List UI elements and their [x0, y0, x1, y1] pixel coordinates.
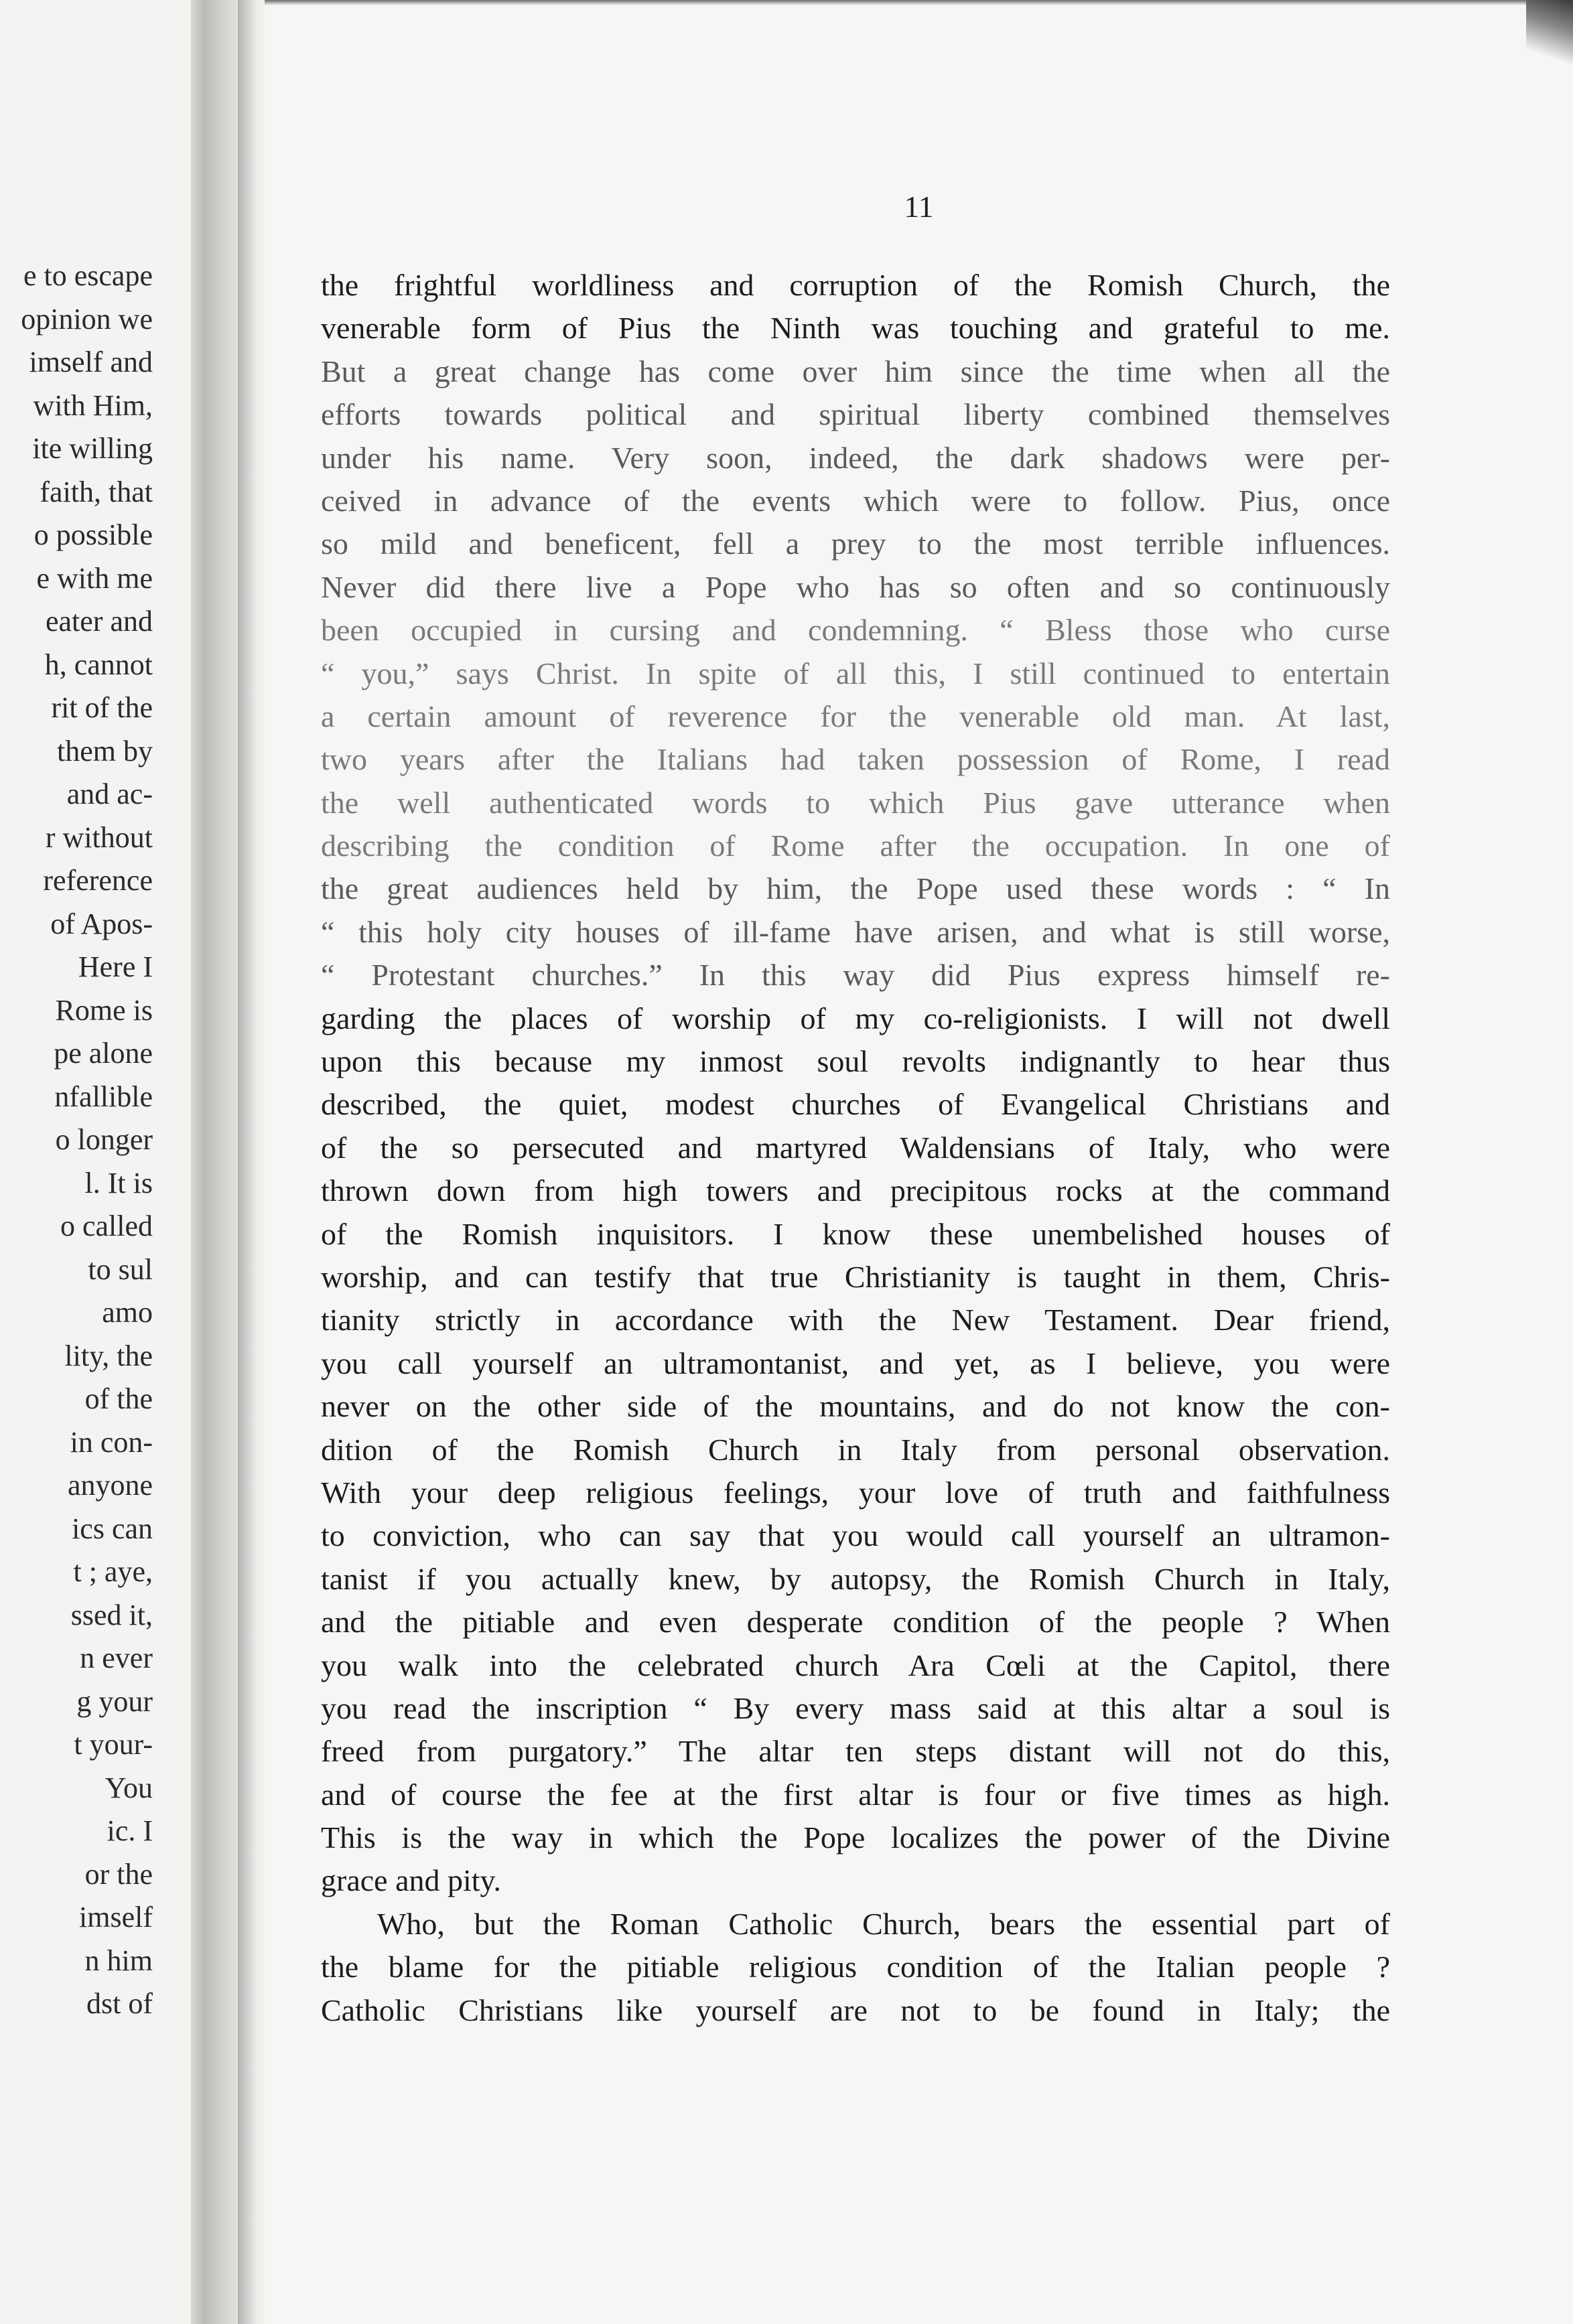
text-line: of the so persecuted and martyred Waldensians of Italy, who were [321, 1130, 1390, 1165]
previous-page-fragment: imself [79, 1901, 153, 1934]
previous-page-fragment: Rome is [55, 994, 153, 1027]
text-line: This is the way in which the Pope localizes the power of the Divine [321, 1820, 1390, 1855]
text-line: described, the quiet, modest churches of Evangelical Christians and [321, 1087, 1390, 1122]
text-line: a certain amount of reverence for the venerable old man. At last, [321, 699, 1390, 733]
text-line: you walk into the celebrated church Ara Cœli at the Capitol, there [321, 1648, 1390, 1682]
previous-page-fragment: Here I [78, 950, 153, 983]
text-line: been occupied in cursing and condemning. “ Bless those who curse [321, 613, 1390, 648]
previous-page-fragment: imself and [29, 346, 153, 378]
previous-page-fragment: ite willing [32, 432, 153, 465]
text-line: freed from purgatory.” The altar ten steps distant will not do this, [321, 1734, 1390, 1769]
text-line: you call yourself an ultramontanist, and yet, as I believe, you were [321, 1346, 1390, 1380]
previous-page-fragment: of Apos- [50, 907, 153, 940]
previous-page-fragment: ssed it, [70, 1599, 153, 1631]
text-line: worship, and can testify that true Christianity is taught in them, Chris- [321, 1259, 1390, 1294]
previous-page-fragment: h, cannot [44, 648, 153, 681]
previous-page-fragment: t ; aye, [73, 1555, 153, 1588]
text-line: the well authenticated words to which Pius gave utterance when [321, 785, 1390, 820]
text-line: ceived in advance of the events which were to follow. Pius, once [321, 483, 1390, 518]
previous-page-fragment: with Him, [33, 389, 153, 422]
previous-page-fragment: n him [84, 1944, 153, 1977]
text-line: never on the other side of the mountains, and do not know the con- [321, 1389, 1390, 1424]
previous-page-fragment: nfallible [54, 1080, 153, 1113]
text-line: With your deep religious feelings, your love of truth and faithfulness [321, 1475, 1390, 1510]
text-line: But a great change has come over him since the time when all the [321, 354, 1390, 388]
text-line: tanist if you actually knew, by autopsy, the Romish Church in Italy, [321, 1561, 1390, 1596]
text-line: the great audiences held by him, the Pope used these words : “ In [321, 871, 1390, 906]
text-line: efforts towards political and spiritual liberty combined themselves [321, 397, 1390, 432]
book-page [265, 0, 1573, 2324]
text-line: “ Protestant churches.” In this way did Pius express himself re- [321, 958, 1390, 993]
previous-page-fragment: g your [76, 1685, 153, 1718]
text-line: “ you,” says Christ. In spite of all this, I still continued to entertain [321, 656, 1390, 691]
previous-page-fragment: o longer [55, 1123, 153, 1156]
previous-page-fragment: ic. I [107, 1814, 153, 1847]
text-line: Never did there live a Pope who has so often and so continuously [321, 569, 1390, 604]
gutter-shadow [238, 0, 257, 2324]
previous-page-fragment: and ac- [66, 778, 153, 810]
previous-page-fragment: pe alone [54, 1037, 153, 1070]
text-line: describing the condition of Rome after the occupation. In one of [321, 828, 1390, 863]
text-line: tianity strictly in accordance with the New Testament. Dear friend, [321, 1303, 1390, 1337]
text-line: Catholic Christians like yourself are not to be found in Italy; the [321, 1992, 1390, 2027]
previous-page-fragment: t your- [74, 1728, 153, 1761]
previous-page-fragment: them by [57, 735, 153, 768]
body-text [321, 264, 1390, 2032]
previous-page-fragment: faith, that [40, 476, 153, 508]
previous-page-fragment: r without [45, 821, 153, 854]
text-line: upon this because my inmost soul revolts indignantly to hear thus [321, 1044, 1390, 1079]
previous-page-edge [0, 0, 194, 2324]
previous-page-fragment: reference [43, 864, 153, 897]
text-line: to conviction, who can say that you would call yourself an ultramon- [321, 1518, 1390, 1553]
previous-page-fragment: rit of the [51, 691, 153, 724]
text-line: “ this holy city houses of ill-fame have arisen, and what is still worse, [321, 914, 1390, 949]
text-line: garding the places of worship of my co-religionists. I will not dwell [321, 1001, 1390, 1035]
previous-page-fragment: You [105, 1771, 153, 1804]
previous-page-fragment: lity, the [64, 1339, 153, 1372]
previous-page-fragment: of the [84, 1382, 153, 1415]
previous-page-fragment: e with me [36, 562, 153, 595]
previous-page-fragment: eater and [46, 605, 153, 638]
previous-page-fragment: opinion we [21, 303, 153, 336]
previous-page-fragment: to sul [88, 1253, 153, 1286]
text-line: and of course the fee at the first altar is four or five times as high. [321, 1777, 1390, 1812]
previous-page-fragment: ics can [72, 1512, 153, 1545]
page-corner-curl [1526, 0, 1573, 94]
text-line: the frightful worldliness and corruption of the Romish Church, the [321, 268, 1390, 302]
text-line: thrown down from high towers and precipitous rocks at the command [321, 1173, 1390, 1208]
previous-page-fragment: or the [84, 1858, 153, 1891]
previous-page-fragment: e to escape [23, 259, 153, 292]
text-line: under his name. Very soon, indeed, the dark shadows were per- [321, 440, 1390, 475]
text-line: of the Romish inquisitors. I know these unembelished houses of [321, 1216, 1390, 1251]
page-number: 11 [904, 190, 934, 224]
text-line: dition of the Romish Church in Italy from personal observation. [321, 1432, 1390, 1467]
paragraph-first-line: Who, but the Roman Catholic Church, bears the essential part of [377, 1906, 1390, 1941]
text-line: the blame for the pitiable religious condition of the Italian people ? [321, 1950, 1390, 1984]
text-line: so mild and beneficent, fell a prey to the most terrible influences. [321, 526, 1390, 561]
text-line: grace and pity. [321, 1863, 502, 1898]
previous-page-fragment: anyone [67, 1469, 153, 1502]
previous-page-fragment: l. It is [84, 1167, 153, 1200]
previous-page-fragment: in con- [70, 1426, 153, 1459]
previous-page-fragment: amo [102, 1296, 153, 1329]
text-line: you read the inscription “ By every mass said at this altar a soul is [321, 1690, 1390, 1725]
previous-page-fragment: n ever [80, 1642, 153, 1674]
text-line: and the pitiable and even desperate condition of the people ? When [321, 1605, 1390, 1640]
page-top-edge [265, 0, 1573, 5]
previous-page-fragment: o possible [33, 518, 153, 551]
text-line: venerable form of Pius the Ninth was touching and grateful to me. [321, 311, 1390, 346]
previous-page-fragment: o called [60, 1210, 153, 1242]
text-line: two years after the Italians had taken possession of Rome, I read [321, 742, 1390, 777]
previous-page-fragment: dst of [86, 1987, 153, 2020]
